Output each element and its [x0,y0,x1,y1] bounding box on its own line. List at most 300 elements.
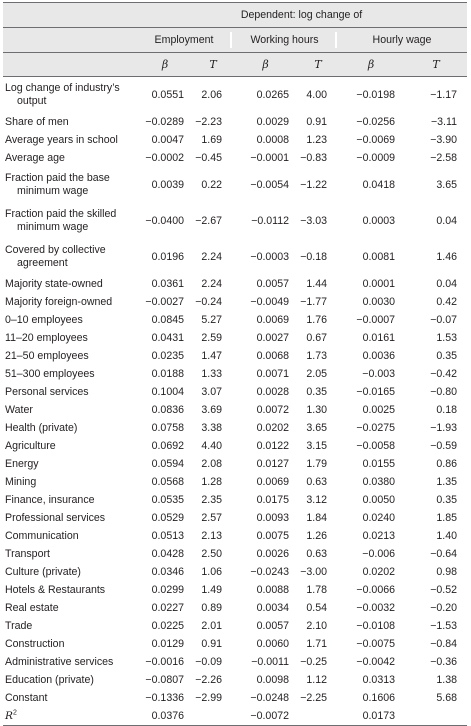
beta-cell: 0.0513 [151,530,184,542]
beta-cell: −0.0002 [145,152,184,164]
row-label [3,581,136,599]
table-row [3,77,467,114]
header-blank-bottom [3,53,136,77]
beta-cell: 0.0122 [256,440,289,452]
row-label-line: Hotels & Restaurants [5,583,106,596]
beta-cell: 0.0093 [256,512,289,524]
row-label [3,689,136,707]
row-label [3,293,136,311]
row-label-line: 11–20 employees [5,331,88,344]
beta-cell: 0.0003 [362,215,395,227]
beta-cell: 0.0845 [151,314,184,326]
t-stat-cell: −2.67 [195,215,222,227]
t-stat-cell: 2.08 [201,458,222,470]
row-label [3,365,136,383]
beta-cell: 0.0568 [151,476,184,488]
beta-cell: 0.0057 [256,278,289,290]
table-row [3,455,467,473]
t-stat-cell: 0.98 [436,566,457,578]
header-blank-mid [3,28,136,53]
table-row [3,671,467,689]
t-stat-cell: 0.42 [436,296,457,308]
table-row [3,527,467,545]
table-row [3,203,467,239]
row-label [3,149,136,167]
beta-cell: 0.0175 [256,494,289,506]
row-label-line: Health (private) [5,421,78,434]
table-row [3,311,467,329]
row-label-line: Professional services [5,511,106,524]
t-stat-cell: 1.40 [436,530,457,542]
beta-cell: 0.0047 [151,134,184,146]
table-row [3,167,467,203]
beta-cell: −0.003 [362,368,395,380]
t-stat-cell: −2.58 [430,152,457,164]
beta-cell: 0.0213 [362,530,395,542]
beta-cell: −0.0289 [145,116,184,128]
beta-cell: −0.0007 [356,314,395,326]
beta-cell: 0.0081 [362,251,395,263]
beta-cell: 0.0196 [151,251,184,263]
t-stat-cell: −2.23 [195,116,222,128]
beta-cell: 0.0027 [256,332,289,344]
row-label [3,545,136,563]
row-label-line: Culture (private) [5,565,81,578]
table-row [3,473,467,491]
beta-cell: −0.0058 [356,440,395,452]
group-header-working-hours: Working hours [232,28,337,53]
table-row [3,653,467,671]
table-row [3,365,467,383]
t-stat-cell: 0.35 [436,494,457,506]
beta-cell: −0.0069 [356,134,395,146]
row-label-line: Log change of industry’s [5,82,120,94]
row-label [3,419,136,437]
beta-cell: 0.0594 [151,458,184,470]
t-stat-cell: 2.35 [201,494,222,506]
beta-cell: −0.1336 [145,692,184,704]
row-label [3,203,136,239]
t-stat-cell: −1.77 [300,296,327,308]
r-squared-value: 0.0376 [136,707,194,726]
beta-cell: 0.0155 [362,458,395,470]
t-stat-cell: −0.07 [430,314,457,326]
beta-cell: 0.1004 [151,386,184,398]
row-label [3,635,136,653]
beta-cell: 0.0026 [256,548,289,560]
beta-cell: 0.0225 [151,620,184,632]
t-stat-cell: −0.80 [430,386,457,398]
beta-cell: 0.0235 [151,350,184,362]
beta-cell: −0.0807 [145,674,184,686]
beta-cell: 0.0039 [151,179,184,191]
table-row [3,149,467,167]
t-stat-cell: 1.47 [201,350,222,362]
row-label [3,527,136,545]
beta-cell: 0.0529 [151,512,184,524]
t-stat-cell: 2.06 [201,89,222,101]
t-stat-cell: 3.12 [306,494,327,506]
t-stat-cell: −3.03 [300,215,327,227]
t-stat-cell: 3.65 [436,179,457,191]
beta-cell: 0.0068 [256,350,289,362]
t-stat-cell: 4.00 [306,89,327,101]
t-stat-cell: 1.73 [306,350,327,362]
beta-cell: −0.0009 [356,152,395,164]
row-label-line: Share of men [5,115,69,128]
t-stat-cell: −0.20 [430,602,457,614]
t-stat-cell: 0.91 [306,116,327,128]
row-label-line: Mining [5,475,37,488]
beta-cell: 0.0202 [362,566,395,578]
beta-cell: 0.0030 [362,296,395,308]
beta-cell: −0.006 [362,548,395,560]
r-squared-row [3,707,467,726]
symbol-beta-hours: β [232,53,299,77]
row-label-line: Education (private) [5,673,94,686]
row-label [3,563,136,581]
beta-cell: 0.0025 [362,404,395,416]
beta-cell: −0.0001 [250,152,289,164]
t-stat-cell: 0.35 [436,350,457,362]
row-label-continuation: minimum wage [17,185,89,197]
t-stat-cell: −0.09 [195,656,222,668]
row-label-line: 51–300 employees [5,367,95,380]
beta-cell: 0.0188 [151,368,184,380]
t-stat-cell: 3.65 [306,422,327,434]
row-label-line: Majority state-owned [5,277,103,290]
row-label-line: Finance, insurance [5,493,95,506]
beta-cell: −0.0016 [145,656,184,668]
t-stat-cell: 2.59 [201,332,222,344]
t-stat-cell: −0.52 [430,584,457,596]
group-header-employment: Employment [136,28,232,53]
row-label-line: Trade [5,619,33,632]
t-stat-cell: 2.05 [306,368,327,380]
t-stat-cell: 2.01 [201,620,222,632]
row-label [3,509,136,527]
t-stat-cell: 1.33 [201,368,222,380]
beta-cell: 0.0313 [362,674,395,686]
t-stat-cell: −2.99 [195,692,222,704]
r-squared-symbol: R [5,709,13,722]
r-squared-superscript: 2 [12,708,17,716]
beta-cell: −0.0032 [356,602,395,614]
beta-cell: 0.0836 [151,404,184,416]
t-stat-cell: −0.84 [430,638,457,650]
t-stat-cell: 1.06 [201,566,222,578]
t-stat-cell: 1.44 [306,278,327,290]
row-label [3,311,136,329]
beta-cell: 0.0127 [256,458,289,470]
t-stat-cell: −0.83 [300,152,327,164]
r-squared-empty [194,707,232,726]
beta-cell: 0.0001 [362,278,395,290]
row-label [3,113,136,131]
beta-cell: −0.0112 [251,215,289,227]
beta-cell: 0.0361 [151,278,184,290]
t-stat-cell: 1.79 [306,458,327,470]
beta-cell: −0.0243 [250,566,289,578]
t-stat-cell: −0.36 [430,656,457,668]
t-stat-cell: 2.57 [201,512,222,524]
row-label [3,383,136,401]
row-label-line: Construction [5,637,65,650]
t-stat-cell: 2.24 [201,278,222,290]
beta-cell: 0.0050 [362,494,395,506]
beta-cell: −0.0042 [356,656,395,668]
table-row [3,635,467,653]
beta-cell: −0.0049 [250,296,289,308]
t-stat-cell: −0.18 [300,251,327,263]
t-stat-cell: 1.71 [306,638,327,650]
row-label [3,617,136,635]
t-stat-cell: 1.30 [306,404,327,416]
beta-cell: 0.0227 [151,602,184,614]
row-label-line: Water [5,403,33,416]
row-label [3,239,136,275]
t-stat-cell: 0.04 [436,215,457,227]
beta-cell: −0.0256 [356,116,395,128]
t-stat-cell: 2.50 [201,548,222,560]
group-header-hourly-wage: Hourly wage [337,28,467,53]
t-stat-cell: −0.24 [195,296,222,308]
t-stat-cell: 1.84 [306,512,327,524]
beta-cell: 0.0161 [362,332,395,344]
dependent-variable-header: Dependent: log change of [136,3,467,28]
table-row [3,275,467,293]
beta-cell: 0.0098 [256,674,289,686]
beta-cell: 0.0240 [362,512,395,524]
t-stat-cell: 0.63 [306,476,327,488]
beta-cell: 0.0380 [362,476,395,488]
table-row [3,509,467,527]
beta-cell: 0.0535 [151,494,184,506]
row-label [3,653,136,671]
t-stat-cell: 1.53 [436,332,457,344]
t-stat-cell: −3.00 [300,566,327,578]
row-label-line: Personal services [5,385,89,398]
t-stat-cell: 2.10 [306,620,327,632]
beta-cell: −0.0054 [250,179,289,191]
t-stat-cell: −2.26 [195,674,222,686]
t-stat-cell: 1.38 [436,674,457,686]
beta-cell: −0.0198 [356,89,395,101]
symbol-beta-wage: β [337,53,405,77]
r-squared-value: −0.0072 [232,707,299,726]
t-stat-cell: 0.04 [436,278,457,290]
t-stat-cell: −0.45 [195,152,222,164]
row-label [3,167,136,203]
row-label [3,599,136,617]
row-label [3,77,136,114]
t-stat-cell: −2.25 [300,692,327,704]
row-label-line: Communication [5,529,79,542]
row-label-line: Fraction paid the skilled [5,208,117,220]
beta-cell: 0.0431 [151,332,184,344]
beta-cell: −0.0248 [250,692,289,704]
t-stat-cell: −1.93 [430,422,457,434]
t-stat-cell: 3.69 [201,404,222,416]
t-stat-cell: 0.22 [201,179,222,191]
symbol-beta-employment: β [136,53,194,77]
t-stat-cell: 3.15 [306,440,327,452]
t-stat-cell: 1.12 [306,674,327,686]
t-stat-cell: −1.17 [430,89,457,101]
row-label-line: Agriculture [5,439,56,452]
table-row [3,329,467,347]
beta-cell: 0.0060 [256,638,289,650]
row-label-line: 21–50 employees [5,349,89,362]
beta-cell: 0.0418 [362,179,395,191]
row-label-line: Real estate [5,601,59,614]
beta-cell: −0.0108 [356,620,395,632]
t-stat-cell: 0.63 [306,548,327,560]
t-stat-cell: −1.22 [300,179,327,191]
beta-cell: 0.0265 [256,89,289,101]
t-stat-cell: 0.91 [201,638,222,650]
t-stat-cell: 5.68 [436,692,457,704]
t-stat-cell: 1.35 [436,476,457,488]
t-stat-cell: −0.59 [430,440,457,452]
t-stat-cell: 0.54 [306,602,327,614]
table-row [3,617,467,635]
row-label-line: Transport [5,547,50,560]
table-row [3,491,467,509]
t-stat-cell: 2.13 [201,530,222,542]
t-stat-cell: −0.64 [430,548,457,560]
beta-cell: 0.0088 [256,584,289,596]
row-label [3,671,136,689]
beta-cell: 0.0692 [151,440,184,452]
t-stat-cell: 1.49 [201,584,222,596]
t-stat-cell: 5.27 [201,314,222,326]
row-label [3,455,136,473]
t-stat-cell: 0.89 [201,602,222,614]
symbol-t-wage: T [405,53,467,77]
t-stat-cell: −0.25 [300,656,327,668]
row-label-line: 0–10 employees [5,313,83,326]
beta-cell: −0.0011 [251,656,289,668]
beta-cell: −0.0275 [356,422,395,434]
table-row [3,401,467,419]
row-label [3,329,136,347]
beta-cell: 0.0034 [256,602,289,614]
t-stat-cell: −1.53 [430,620,457,632]
t-stat-cell: 0.18 [436,404,457,416]
beta-cell: −0.0400 [145,215,184,227]
r-squared-empty [405,707,467,726]
symbol-t-hours: T [299,53,337,77]
t-stat-cell: 3.07 [201,386,222,398]
row-label [3,491,136,509]
beta-cell: 0.0129 [151,638,184,650]
beta-cell: 0.0202 [256,422,289,434]
beta-cell: −0.0075 [356,638,395,650]
beta-cell: −0.0165 [356,386,395,398]
row-label-line: Average age [5,151,65,164]
t-stat-cell: 0.86 [436,458,457,470]
t-stat-cell: 1.85 [436,512,457,524]
r-squared-value: 0.0173 [337,707,405,726]
t-stat-cell: 1.28 [201,476,222,488]
beta-cell: −0.0066 [356,584,395,596]
row-label-line: Energy [5,457,39,470]
beta-cell: 0.0036 [362,350,395,362]
beta-cell: 0.0299 [151,584,184,596]
beta-cell: 0.1606 [362,692,395,704]
row-label [3,131,136,149]
table-row [3,545,467,563]
table-row [3,113,467,131]
beta-cell: 0.0028 [256,386,289,398]
table-body [3,77,467,726]
beta-cell: −0.0027 [145,296,184,308]
row-label-continuation: minimum wage [17,221,89,233]
table-row [3,383,467,401]
table-row [3,131,467,149]
row-label-line: Majority foreign-owned [5,295,113,308]
r-squared-empty [299,707,337,726]
t-stat-cell: 2.24 [201,251,222,263]
row-label [3,275,136,293]
r-squared-label [3,707,136,726]
t-stat-cell: −0.42 [430,368,457,380]
beta-cell: −0.0003 [250,251,289,263]
row-label-line: Average years in school [5,133,118,146]
beta-cell: 0.0346 [151,566,184,578]
t-stat-cell: −3.90 [430,134,457,146]
row-label [3,347,136,365]
beta-cell: 0.0071 [256,368,289,380]
regression-table [3,2,467,726]
t-stat-cell: 0.67 [306,332,327,344]
t-stat-cell: 1.76 [306,314,327,326]
t-stat-cell: 3.38 [201,422,222,434]
table-row [3,689,467,707]
row-label [3,401,136,419]
t-stat-cell: 1.26 [306,530,327,542]
beta-cell: 0.0069 [256,476,289,488]
row-label-line: Constant [5,691,48,704]
beta-cell: 0.0758 [151,422,184,434]
table-row [3,563,467,581]
table-row [3,599,467,617]
table-row [3,347,467,365]
beta-cell: 0.0551 [151,89,184,101]
beta-cell: 0.0075 [256,530,289,542]
row-label-line: Fraction paid the base [5,172,110,184]
t-stat-cell: 1.69 [201,134,222,146]
symbol-t-employment: T [194,53,232,77]
t-stat-cell: 1.46 [436,251,457,263]
t-stat-cell: −3.11 [430,116,457,128]
header-blank-top [3,3,136,28]
t-stat-cell: 0.35 [306,386,327,398]
table-row [3,419,467,437]
row-label-continuation: agreement [17,257,68,269]
row-label-continuation: output [17,95,47,107]
beta-cell: 0.0029 [256,116,289,128]
beta-cell: 0.0057 [256,620,289,632]
table-row [3,581,467,599]
beta-cell: 0.0069 [256,314,289,326]
beta-cell: 0.0072 [256,404,289,416]
beta-cell: 0.0428 [151,548,184,560]
beta-cell: 0.0008 [256,134,289,146]
row-label-line: Covered by collective [5,244,106,256]
t-stat-cell: 1.78 [306,584,327,596]
